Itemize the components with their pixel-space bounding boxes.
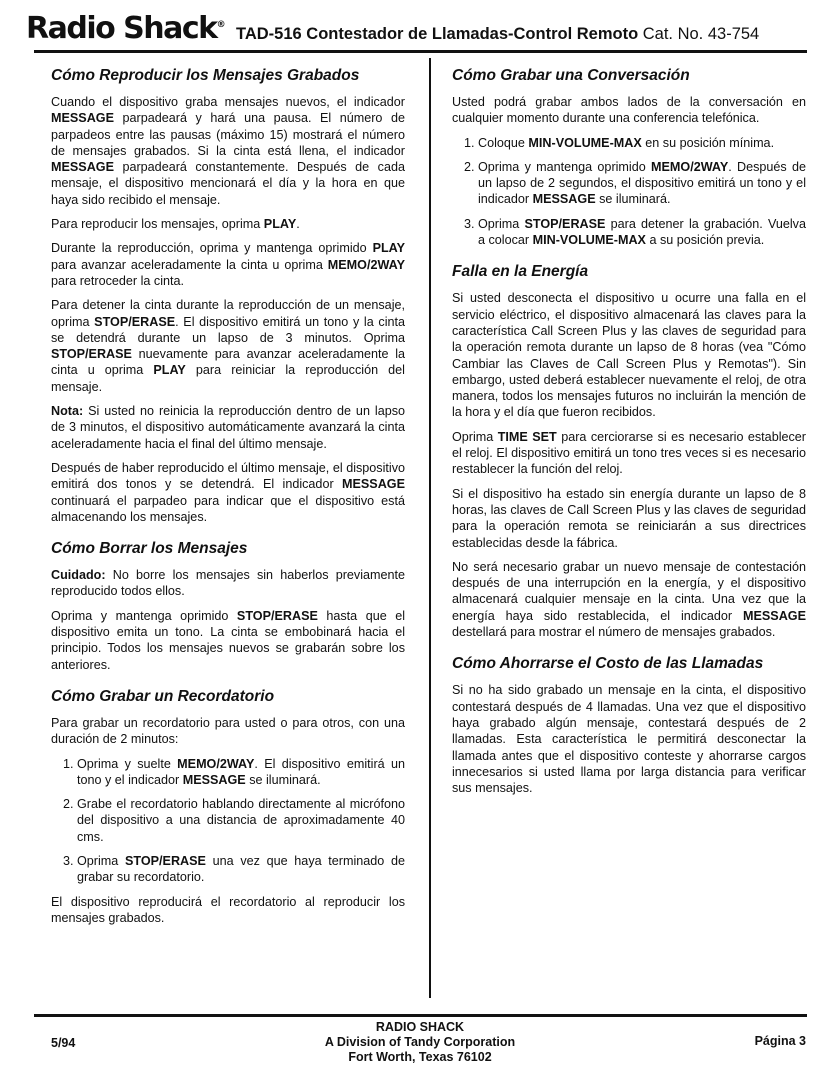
left-column [51, 66, 405, 934]
footer-date: 5/94 [51, 1036, 76, 1050]
column-divider [429, 58, 431, 998]
logo-text: Radio Shack [26, 11, 217, 46]
list-item: 1. Oprima y suelte MEMO/2WAY. El dispositivo emitirá un tono y el indicador MESSAGE se iluminará. [77, 756, 405, 789]
footer-division: A Division of Tandy Corporation [324, 1035, 516, 1049]
registered-mark: ® [216, 20, 226, 30]
paragraph: Usted podrá grabar ambos lados de la conversación en cualquier momento durante una conferencia telefónica. [452, 95, 806, 126]
steps-list [452, 135, 806, 249]
list-item: 1. Coloque MIN-VOLUME-MAX en su posición mínima. [478, 135, 806, 151]
product-title: TAD-516 Contestador de Llamadas-Control Remoto [236, 25, 639, 43]
section-title-borrar: Cómo Borrar los Mensajes [51, 540, 248, 558]
paragraph: Oprima y mantenga oprimido STOP/ERASE hasta que el dispositivo emita un tono. La cinta se embobinará hacia el principio. Todos los mensajes nuevos se grabarán sobre los anteriores. [51, 608, 406, 672]
footer-company-block [270, 1020, 570, 1065]
header-rule [34, 50, 807, 53]
paragraph: Durante la reproducción, oprima y mantenga oprimido PLAY para avanzar aceleradamente la cinta u oprima MEMO/2WAY para retroceder la cinta. [51, 241, 405, 288]
page-number: Página 3 [754, 1034, 806, 1048]
footer-city: Fort Worth, Texas 76102 [348, 1050, 492, 1064]
footer-rule [34, 1014, 807, 1017]
paragraph: Para detener la cinta durante la reproducción de un mensaje, oprima STOP/ERASE. El dispositivo emitirá un tono y la cinta se detendrá durante un lapso de 3 minutos. Oprima STOP/ERASE nuevamente para avanzar aceleradamente la cinta u oprima PLAY para reiniciar la reproducción del mensaje. [51, 298, 405, 394]
list-item: 2. Oprima y mantenga oprimido MEMO/2WAY. Después de un lapso de 2 segundos, el dispositivo emitirá un tono y el indicador MESSAGE se iluminará. [478, 159, 806, 208]
note-paragraph: Nota: Si usted no reinicia la reproducción dentro de un lapso de 3 minutos, el dispositivo automáticamente avanzará la cinta aceleradamente hacia el final del último mensaje. [51, 404, 405, 451]
list-item: 3. Oprima STOP/ERASE una vez que haya terminado de grabar su recordatorio. [77, 853, 405, 886]
right-column [452, 66, 806, 804]
steps-list [51, 756, 405, 886]
section-title-ahorrarse: Cómo Ahorrarse el Costo de las Llamadas [452, 655, 764, 673]
paragraph: El dispositivo reproducirá el recordatorio al reproducir los mensajes grabados. [51, 894, 405, 925]
radio-shack-logo [26, 10, 226, 44]
paragraph: Después de haber reproducido el último mensaje, el dispositivo emitirá dos tonos y se detendrá. El indicador MESSAGE continuará el parpadeo para indicar que el dispositivo está almacenando los mensajes. [51, 460, 405, 524]
footer-company: RADIO SHACK [375, 1020, 465, 1034]
header-title [236, 24, 759, 44]
list-item: 2. Grabe el recordatorio hablando directamente al micrófono del dispositivo a una distancia de aproximadamente 40 cms. [77, 796, 405, 845]
paragraph: Oprima TIME SET para cerciorarse si es necesario establecer el reloj. El dispositivo emitirá un tono tres veces si es necesario restablecer la función del reloj. [452, 429, 806, 477]
paragraph: Para reproducir los mensajes, oprima PLAY. [51, 217, 300, 232]
paragraph: No será necesario grabar un nuevo mensaje de contestación después de una interrupción en la energía, y el dispositivo almacenará cualquier mensaje en la cinta. Una vez que la energía haya sido restablecida, el indicador MESSAGE destellará para mostrar el número de mensajes grabados. [452, 559, 806, 640]
section-title-reproducir: Cómo Reproducir los Mensajes Grabados [51, 67, 360, 84]
section-title-conversacion: Cómo Grabar una Conversación [452, 67, 690, 84]
paragraph: Si no ha sido grabado un mensaje en la cinta, el dispositivo contestará después de 4 llamadas. Una vez que el dispositivo haya grabado algún mensaje, contestará después de 2 llamadas. Esta característica le permitirá desconectar la llamada antes que el dispositivo conteste y ahorrarse cargos innecesarios si usted llama por larga distancia para verificar sus mensajes. [452, 683, 806, 796]
list-item: 3. Oprima STOP/ERASE para detener la grabación. Vuelva a colocar MIN-VOLUME-MAX a su posición previa. [478, 216, 806, 249]
section-title-recordatorio: Cómo Grabar un Recordatorio [51, 687, 275, 705]
paragraph: Para grabar un recordatorio para usted o para otros, con una duración de 2 minutos: [51, 715, 405, 747]
caution-paragraph: Cuidado: No borre los mensajes sin haberlos previamente reproducido todos ellos. [51, 568, 405, 599]
catalog-number: Cat. No. 43-754 [642, 25, 760, 43]
section-title-energia: Falla en la Energía [452, 263, 589, 281]
paragraph: Cuando el dispositivo graba mensajes nuevos, el indicador MESSAGE parpadeará y hará una pausa. El número de parpadeos entre las pausas (máximo 15) mostrará el número de mensajes grabados. Si la cinta está llena, el indicador MESSAGE parpadeará constantemente. Después de cada mensaje, el dispositivo mencionará el día y la hora en que haya sido recibido el mensaje. [51, 95, 405, 207]
paragraph: Si usted desconecta el dispositivo u ocurre una falla en el servicio eléctrico, el dispositivo almacenará las claves para la característica Call Screen Plus y las claves de seguridad para la operación remota durante un lapso de 8 horas (vea "Cómo Cambiar las Claves de Call Screen Plus y Remotas"). Sin embargo, usted deberá establecer nuevamente el reloj, de otra manera, todos los mensajes futuros no incluirán la mención de la hora y el día que fueron recibidos. [452, 291, 806, 420]
paragraph: Si el dispositivo ha estado sin energía durante un lapso de 8 horas, las claves de Call Screen Plus y las claves de seguridad para la operación remota se reiniciarán a sus directrices establecidas desde la fábrica. [452, 486, 806, 550]
